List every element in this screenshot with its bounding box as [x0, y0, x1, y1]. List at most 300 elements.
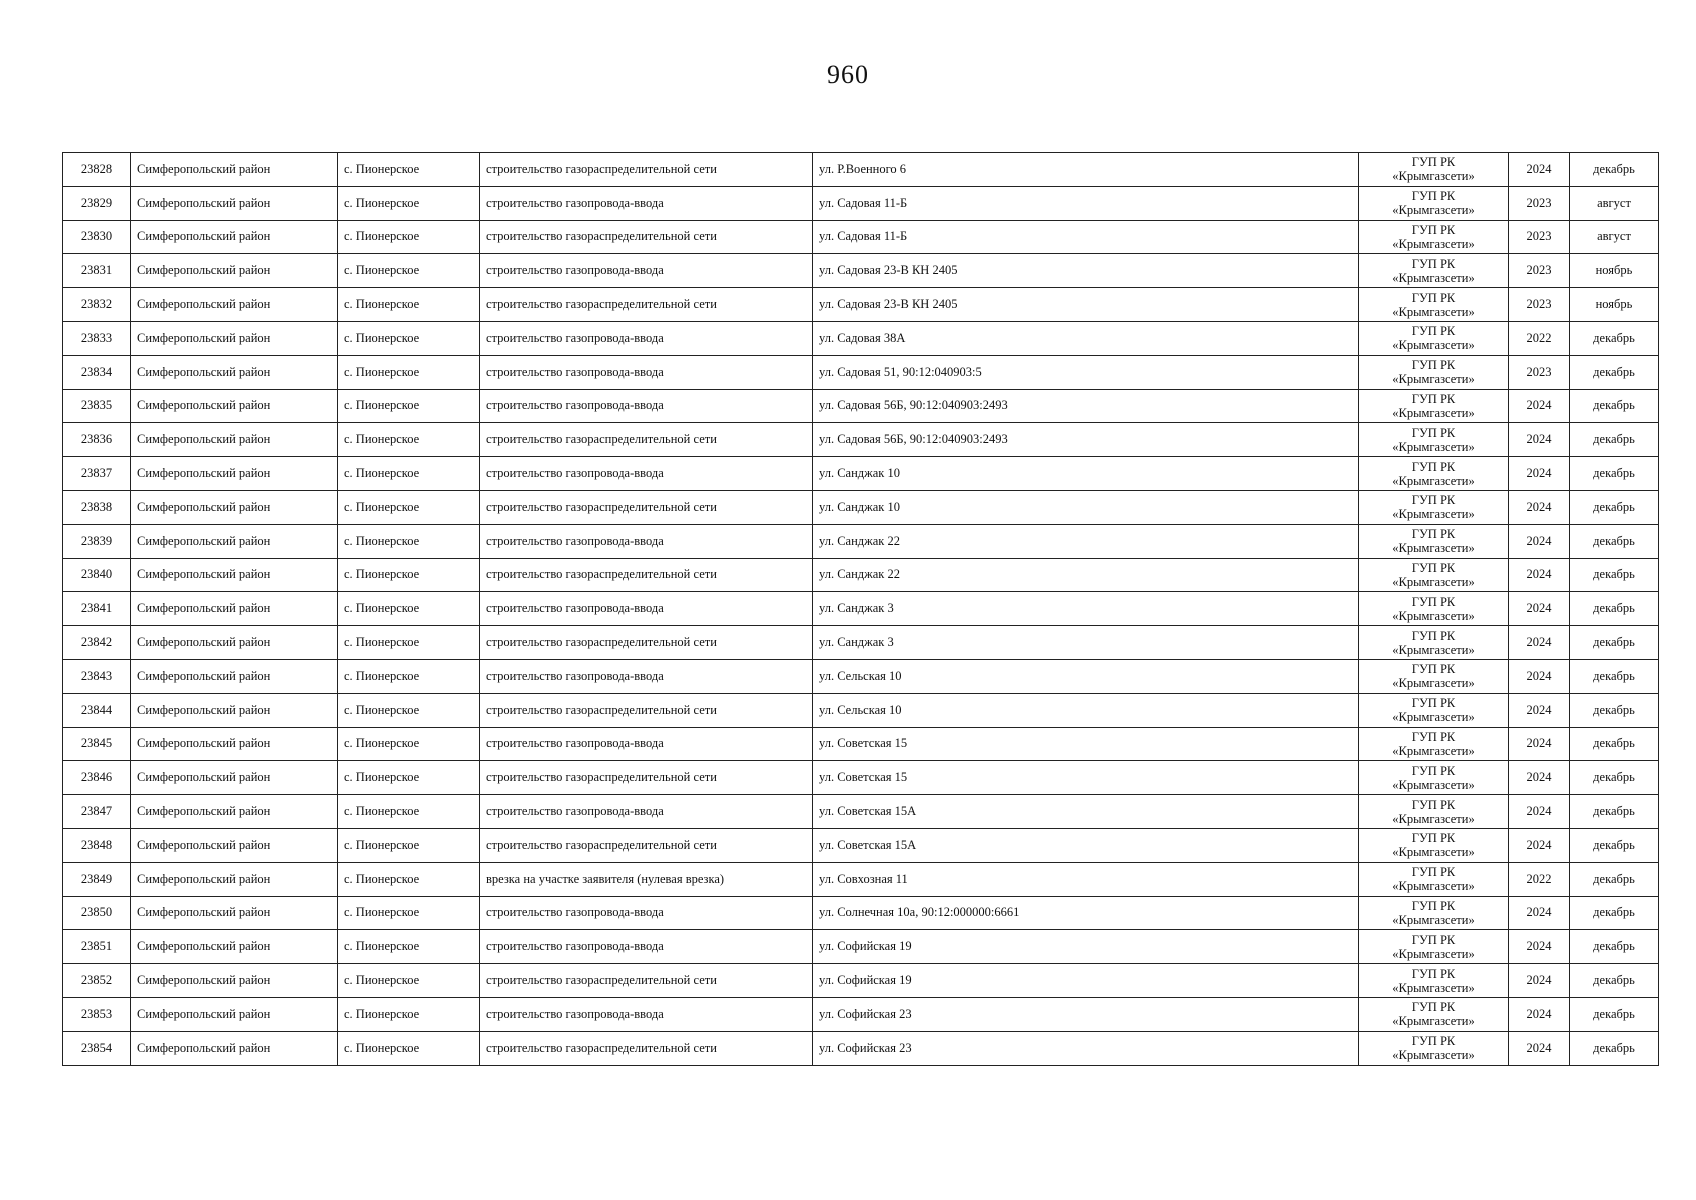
organization-line-2: «Крымгазсети» — [1392, 507, 1475, 522]
record-number-cell: 23848 — [63, 828, 131, 862]
settlement-cell: с. Пионерское — [338, 490, 480, 524]
organization-cell — [1359, 592, 1509, 626]
table-row — [63, 558, 1659, 592]
address-cell: ул. Софийская 19 — [813, 964, 1359, 998]
table-row — [63, 389, 1659, 423]
organization-line-2: «Крымгазсети» — [1392, 777, 1475, 792]
district-cell: Симферопольский район — [131, 321, 338, 355]
record-number-cell: 23838 — [63, 490, 131, 524]
organization-line-1: ГУП РК — [1411, 797, 1456, 812]
organization-line-1: ГУП РК — [1411, 729, 1456, 744]
organization-line-1: ГУП РК — [1411, 696, 1456, 711]
work-type-cell: строительство газораспределительной сети — [480, 220, 813, 254]
month-cell: декабрь — [1570, 896, 1659, 930]
organization-line-1: ГУП РК — [1411, 527, 1456, 542]
work-type-cell: строительство газопровода-ввода — [480, 524, 813, 558]
organization-line-1: ГУП РК — [1411, 290, 1456, 305]
district-cell: Симферопольский район — [131, 626, 338, 660]
organization-line-2: «Крымгазсети» — [1392, 372, 1475, 387]
organization-line-2: «Крымгазсети» — [1392, 1014, 1475, 1029]
district-cell: Симферопольский район — [131, 930, 338, 964]
organization-cell — [1359, 896, 1509, 930]
year-cell: 2024 — [1509, 490, 1570, 524]
month-cell: декабрь — [1570, 997, 1659, 1031]
table-row — [63, 490, 1659, 524]
table-row — [63, 964, 1659, 998]
table-row — [63, 626, 1659, 660]
address-cell: ул. Советская 15А — [813, 828, 1359, 862]
settlement-cell: с. Пионерское — [338, 220, 480, 254]
district-cell: Симферопольский район — [131, 355, 338, 389]
table-row — [63, 1031, 1659, 1065]
organization-line-1: ГУП РК — [1411, 222, 1456, 237]
work-type-cell: строительство газораспределительной сети — [480, 490, 813, 524]
work-type-cell: строительство газораспределительной сети — [480, 828, 813, 862]
year-cell: 2022 — [1509, 862, 1570, 896]
month-cell: ноябрь — [1570, 288, 1659, 322]
address-cell: ул. Санджак 22 — [813, 558, 1359, 592]
year-cell: 2024 — [1509, 930, 1570, 964]
table-row — [63, 997, 1659, 1031]
record-number-cell: 23829 — [63, 186, 131, 220]
address-cell: ул. Садовая 23-В КН 2405 — [813, 288, 1359, 322]
district-cell: Симферопольский район — [131, 389, 338, 423]
work-type-cell: строительство газораспределительной сети — [480, 964, 813, 998]
record-number-cell: 23843 — [63, 659, 131, 693]
work-type-cell: строительство газопровода-ввода — [480, 930, 813, 964]
organization-cell — [1359, 558, 1509, 592]
work-type-cell: строительство газопровода-ввода — [480, 896, 813, 930]
table-row — [63, 930, 1659, 964]
organization-line-2: «Крымгазсети» — [1392, 879, 1475, 894]
year-cell: 2024 — [1509, 727, 1570, 761]
district-cell: Симферопольский район — [131, 220, 338, 254]
organization-line-2: «Крымгазсети» — [1392, 541, 1475, 556]
organization-cell — [1359, 524, 1509, 558]
district-cell: Симферопольский район — [131, 964, 338, 998]
settlement-cell: с. Пионерское — [338, 997, 480, 1031]
settlement-cell: с. Пионерское — [338, 592, 480, 626]
year-cell: 2024 — [1509, 558, 1570, 592]
district-cell: Симферопольский район — [131, 186, 338, 220]
address-cell: ул. Садовая 56Б, 90:12:040903:2493 — [813, 423, 1359, 457]
organization-line-2: «Крымгазсети» — [1392, 236, 1475, 251]
organization-line-1: ГУП РК — [1411, 1034, 1456, 1049]
district-cell: Симферопольский район — [131, 254, 338, 288]
record-number-cell: 23850 — [63, 896, 131, 930]
settlement-cell: с. Пионерское — [338, 254, 480, 288]
district-cell: Симферопольский район — [131, 423, 338, 457]
month-cell: декабрь — [1570, 457, 1659, 491]
organization-line-1: ГУП РК — [1411, 662, 1456, 677]
settlement-cell: с. Пионерское — [338, 659, 480, 693]
month-cell: декабрь — [1570, 490, 1659, 524]
month-cell: декабрь — [1570, 659, 1659, 693]
organization-line-2: «Крымгазсети» — [1392, 270, 1475, 285]
work-type-cell: строительство газораспределительной сети — [480, 761, 813, 795]
table-row — [63, 795, 1659, 829]
record-number-cell: 23854 — [63, 1031, 131, 1065]
organization-line-2: «Крымгазсети» — [1392, 169, 1475, 184]
district-cell: Симферопольский район — [131, 795, 338, 829]
settlement-cell: с. Пионерское — [338, 930, 480, 964]
organization-cell — [1359, 761, 1509, 795]
organization-line-2: «Крымгазсети» — [1392, 912, 1475, 927]
record-number-cell: 23831 — [63, 254, 131, 288]
table-row — [63, 153, 1659, 187]
year-cell: 2024 — [1509, 761, 1570, 795]
year-cell: 2024 — [1509, 693, 1570, 727]
organization-line-2: «Крымгазсети» — [1392, 676, 1475, 691]
organization-line-1: ГУП РК — [1411, 763, 1456, 778]
year-cell: 2022 — [1509, 321, 1570, 355]
record-number-cell: 23833 — [63, 321, 131, 355]
address-cell: ул. Советская 15А — [813, 795, 1359, 829]
organization-line-1: ГУП РК — [1411, 560, 1456, 575]
year-cell: 2024 — [1509, 423, 1570, 457]
table-body — [63, 153, 1659, 1066]
address-cell: ул. Садовая 23-В КН 2405 — [813, 254, 1359, 288]
organization-line-2: «Крымгазсети» — [1392, 642, 1475, 657]
month-cell: август — [1570, 186, 1659, 220]
organization-line-2: «Крымгазсети» — [1392, 811, 1475, 826]
organization-cell — [1359, 862, 1509, 896]
table-row — [63, 862, 1659, 896]
organization-line-1: ГУП РК — [1411, 628, 1456, 643]
address-cell: ул. Софийская 23 — [813, 997, 1359, 1031]
organization-line-1: ГУП РК — [1411, 594, 1456, 609]
address-cell: ул. Р.Военного 6 — [813, 153, 1359, 187]
organization-line-1: ГУП РК — [1411, 155, 1456, 170]
settlement-cell: с. Пионерское — [338, 761, 480, 795]
organization-cell — [1359, 288, 1509, 322]
organization-line-2: «Крымгазсети» — [1392, 710, 1475, 725]
district-cell: Симферопольский район — [131, 1031, 338, 1065]
registry-table — [62, 152, 1659, 1066]
district-cell: Симферопольский район — [131, 524, 338, 558]
address-cell: ул. Сельская 10 — [813, 693, 1359, 727]
organization-line-1: ГУП РК — [1411, 256, 1456, 271]
work-type-cell: строительство газопровода-ввода — [480, 355, 813, 389]
table-row — [63, 828, 1659, 862]
settlement-cell: с. Пионерское — [338, 828, 480, 862]
table-row — [63, 727, 1659, 761]
record-number-cell: 23849 — [63, 862, 131, 896]
month-cell: декабрь — [1570, 355, 1659, 389]
organization-line-2: «Крымгазсети» — [1392, 946, 1475, 961]
work-type-cell: строительство газопровода-ввода — [480, 727, 813, 761]
year-cell: 2023 — [1509, 288, 1570, 322]
year-cell: 2023 — [1509, 220, 1570, 254]
month-cell: декабрь — [1570, 558, 1659, 592]
month-cell: декабрь — [1570, 862, 1659, 896]
district-cell: Симферопольский район — [131, 457, 338, 491]
organization-cell — [1359, 490, 1509, 524]
record-number-cell: 23832 — [63, 288, 131, 322]
address-cell: ул. Советская 15 — [813, 761, 1359, 795]
organization-line-1: ГУП РК — [1411, 358, 1456, 373]
organization-line-2: «Крымгазсети» — [1392, 845, 1475, 860]
organization-cell — [1359, 930, 1509, 964]
table-row — [63, 592, 1659, 626]
record-number-cell: 23830 — [63, 220, 131, 254]
settlement-cell: с. Пионерское — [338, 153, 480, 187]
organization-cell — [1359, 828, 1509, 862]
month-cell: август — [1570, 220, 1659, 254]
organization-cell — [1359, 457, 1509, 491]
organization-line-2: «Крымгазсети» — [1392, 304, 1475, 319]
district-cell: Симферопольский район — [131, 659, 338, 693]
organization-line-1: ГУП РК — [1411, 932, 1456, 947]
organization-line-2: «Крымгазсети» — [1392, 1048, 1475, 1063]
settlement-cell: с. Пионерское — [338, 862, 480, 896]
settlement-cell: с. Пионерское — [338, 423, 480, 457]
year-cell: 2024 — [1509, 896, 1570, 930]
address-cell: ул. Санджак 22 — [813, 524, 1359, 558]
district-cell: Симферопольский район — [131, 592, 338, 626]
settlement-cell: с. Пионерское — [338, 355, 480, 389]
settlement-cell: с. Пионерское — [338, 795, 480, 829]
record-number-cell: 23828 — [63, 153, 131, 187]
address-cell: ул. Совхозная 11 — [813, 862, 1359, 896]
work-type-cell: строительство газопровода-ввода — [480, 592, 813, 626]
month-cell: декабрь — [1570, 930, 1659, 964]
settlement-cell: с. Пионерское — [338, 626, 480, 660]
work-type-cell: строительство газораспределительной сети — [480, 626, 813, 660]
month-cell: декабрь — [1570, 693, 1659, 727]
district-cell: Симферопольский район — [131, 896, 338, 930]
settlement-cell: с. Пионерское — [338, 558, 480, 592]
record-number-cell: 23841 — [63, 592, 131, 626]
record-number-cell: 23845 — [63, 727, 131, 761]
district-cell: Симферопольский район — [131, 558, 338, 592]
year-cell: 2024 — [1509, 828, 1570, 862]
month-cell: декабрь — [1570, 626, 1659, 660]
table-row — [63, 457, 1659, 491]
district-cell: Симферопольский район — [131, 288, 338, 322]
address-cell: ул. Санджак 3 — [813, 592, 1359, 626]
month-cell: декабрь — [1570, 1031, 1659, 1065]
table-row — [63, 254, 1659, 288]
district-cell: Симферопольский район — [131, 490, 338, 524]
year-cell: 2024 — [1509, 457, 1570, 491]
work-type-cell: строительство газораспределительной сети — [480, 288, 813, 322]
organization-cell — [1359, 186, 1509, 220]
organization-cell — [1359, 153, 1509, 187]
work-type-cell: строительство газопровода-ввода — [480, 389, 813, 423]
organization-line-1: ГУП РК — [1411, 831, 1456, 846]
organization-cell — [1359, 220, 1509, 254]
record-number-cell: 23835 — [63, 389, 131, 423]
organization-line-2: «Крымгазсети» — [1392, 980, 1475, 995]
address-cell: ул. Санджак 10 — [813, 490, 1359, 524]
year-cell: 2024 — [1509, 1031, 1570, 1065]
work-type-cell: строительство газопровода-ввода — [480, 997, 813, 1031]
address-cell: ул. Советская 15 — [813, 727, 1359, 761]
record-number-cell: 23840 — [63, 558, 131, 592]
work-type-cell: строительство газопровода-ввода — [480, 321, 813, 355]
year-cell: 2024 — [1509, 389, 1570, 423]
district-cell: Симферопольский район — [131, 693, 338, 727]
district-cell: Симферопольский район — [131, 828, 338, 862]
organization-line-2: «Крымгазсети» — [1392, 608, 1475, 623]
month-cell: декабрь — [1570, 795, 1659, 829]
table-row — [63, 186, 1659, 220]
organization-cell — [1359, 997, 1509, 1031]
organization-line-1: ГУП РК — [1411, 189, 1456, 204]
settlement-cell: с. Пионерское — [338, 288, 480, 322]
organization-line-1: ГУП РК — [1411, 898, 1456, 913]
month-cell: декабрь — [1570, 524, 1659, 558]
record-number-cell: 23844 — [63, 693, 131, 727]
table-row — [63, 423, 1659, 457]
settlement-cell: с. Пионерское — [338, 389, 480, 423]
organization-line-1: ГУП РК — [1411, 865, 1456, 880]
organization-line-1: ГУП РК — [1411, 324, 1456, 339]
settlement-cell: с. Пионерское — [338, 896, 480, 930]
month-cell: ноябрь — [1570, 254, 1659, 288]
organization-line-2: «Крымгазсети» — [1392, 405, 1475, 420]
district-cell: Симферопольский район — [131, 997, 338, 1031]
month-cell: декабрь — [1570, 389, 1659, 423]
table-row — [63, 524, 1659, 558]
settlement-cell: с. Пионерское — [338, 186, 480, 220]
organization-line-1: ГУП РК — [1411, 391, 1456, 406]
work-type-cell: строительство газопровода-ввода — [480, 795, 813, 829]
settlement-cell: с. Пионерское — [338, 693, 480, 727]
organization-cell — [1359, 254, 1509, 288]
organization-cell — [1359, 355, 1509, 389]
record-number-cell: 23837 — [63, 457, 131, 491]
district-cell: Симферопольский район — [131, 727, 338, 761]
table-row — [63, 355, 1659, 389]
organization-line-2: «Крымгазсети» — [1392, 203, 1475, 218]
month-cell: декабрь — [1570, 321, 1659, 355]
year-cell: 2024 — [1509, 964, 1570, 998]
year-cell: 2024 — [1509, 659, 1570, 693]
address-cell: ул. Сельская 10 — [813, 659, 1359, 693]
organization-cell — [1359, 659, 1509, 693]
organization-line-2: «Крымгазсети» — [1392, 574, 1475, 589]
record-number-cell: 23839 — [63, 524, 131, 558]
work-type-cell: строительство газораспределительной сети — [480, 423, 813, 457]
organization-line-1: ГУП РК — [1411, 459, 1456, 474]
table-row — [63, 220, 1659, 254]
record-number-cell: 23853 — [63, 997, 131, 1031]
address-cell: ул. Санджак 3 — [813, 626, 1359, 660]
record-number-cell: 23836 — [63, 423, 131, 457]
month-cell: декабрь — [1570, 964, 1659, 998]
work-type-cell: строительство газораспределительной сети — [480, 1031, 813, 1065]
year-cell: 2023 — [1509, 355, 1570, 389]
table-row — [63, 693, 1659, 727]
work-type-cell: строительство газораспределительной сети — [480, 693, 813, 727]
organization-line-2: «Крымгазсети» — [1392, 338, 1475, 353]
settlement-cell: с. Пионерское — [338, 1031, 480, 1065]
year-cell: 2024 — [1509, 795, 1570, 829]
settlement-cell: с. Пионерское — [338, 321, 480, 355]
organization-line-2: «Крымгазсети» — [1392, 439, 1475, 454]
address-cell: ул. Садовая 11-Б — [813, 220, 1359, 254]
work-type-cell: строительство газопровода-ввода — [480, 186, 813, 220]
organization-line-2: «Крымгазсети» — [1392, 743, 1475, 758]
district-cell: Симферопольский район — [131, 862, 338, 896]
organization-line-2: «Крымгазсети» — [1392, 473, 1475, 488]
year-cell: 2024 — [1509, 153, 1570, 187]
table-row — [63, 659, 1659, 693]
organization-cell — [1359, 727, 1509, 761]
year-cell: 2024 — [1509, 626, 1570, 660]
organization-cell — [1359, 964, 1509, 998]
settlement-cell: с. Пионерское — [338, 964, 480, 998]
organization-cell — [1359, 626, 1509, 660]
year-cell: 2024 — [1509, 592, 1570, 626]
work-type-cell: строительство газопровода-ввода — [480, 659, 813, 693]
table-row — [63, 288, 1659, 322]
organization-cell — [1359, 389, 1509, 423]
month-cell: декабрь — [1570, 761, 1659, 795]
table-row — [63, 896, 1659, 930]
organization-line-1: ГУП РК — [1411, 1000, 1456, 1015]
record-number-cell: 23847 — [63, 795, 131, 829]
record-number-cell: 23846 — [63, 761, 131, 795]
work-type-cell: врезка на участке заявителя (нулевая врезка) — [480, 862, 813, 896]
address-cell: ул. Садовая 56Б, 90:12:040903:2493 — [813, 389, 1359, 423]
work-type-cell: строительство газораспределительной сети — [480, 558, 813, 592]
table-row — [63, 321, 1659, 355]
record-number-cell: 23842 — [63, 626, 131, 660]
address-cell: ул. Солнечная 10а, 90:12:000000:6661 — [813, 896, 1359, 930]
work-type-cell: строительство газопровода-ввода — [480, 457, 813, 491]
organization-cell — [1359, 423, 1509, 457]
district-cell: Симферопольский район — [131, 153, 338, 187]
month-cell: декабрь — [1570, 727, 1659, 761]
month-cell: декабрь — [1570, 828, 1659, 862]
organization-cell — [1359, 795, 1509, 829]
settlement-cell: с. Пионерское — [338, 524, 480, 558]
address-cell: ул. Софийская 19 — [813, 930, 1359, 964]
year-cell: 2023 — [1509, 186, 1570, 220]
organization-cell — [1359, 1031, 1509, 1065]
month-cell: декабрь — [1570, 423, 1659, 457]
address-cell: ул. Садовая 38А — [813, 321, 1359, 355]
organization-cell — [1359, 693, 1509, 727]
page-number: 960 — [827, 60, 869, 89]
organization-line-1: ГУП РК — [1411, 425, 1456, 440]
settlement-cell: с. Пионерское — [338, 457, 480, 491]
address-cell: ул. Софийская 23 — [813, 1031, 1359, 1065]
month-cell: декабрь — [1570, 592, 1659, 626]
district-cell: Симферопольский район — [131, 761, 338, 795]
month-cell: декабрь — [1570, 153, 1659, 187]
settlement-cell: с. Пионерское — [338, 727, 480, 761]
address-cell: ул. Санджак 10 — [813, 457, 1359, 491]
year-cell: 2024 — [1509, 524, 1570, 558]
organization-line-1: ГУП РК — [1411, 493, 1456, 508]
organization-cell — [1359, 321, 1509, 355]
address-cell: ул. Садовая 51, 90:12:040903:5 — [813, 355, 1359, 389]
year-cell: 2023 — [1509, 254, 1570, 288]
table-row — [63, 761, 1659, 795]
record-number-cell: 23851 — [63, 930, 131, 964]
record-number-cell: 23852 — [63, 964, 131, 998]
organization-line-1: ГУП РК — [1411, 966, 1456, 981]
work-type-cell: строительство газопровода-ввода — [480, 254, 813, 288]
work-type-cell: строительство газораспределительной сети — [480, 153, 813, 187]
record-number-cell: 23834 — [63, 355, 131, 389]
address-cell: ул. Садовая 11-Б — [813, 186, 1359, 220]
year-cell: 2024 — [1509, 997, 1570, 1031]
